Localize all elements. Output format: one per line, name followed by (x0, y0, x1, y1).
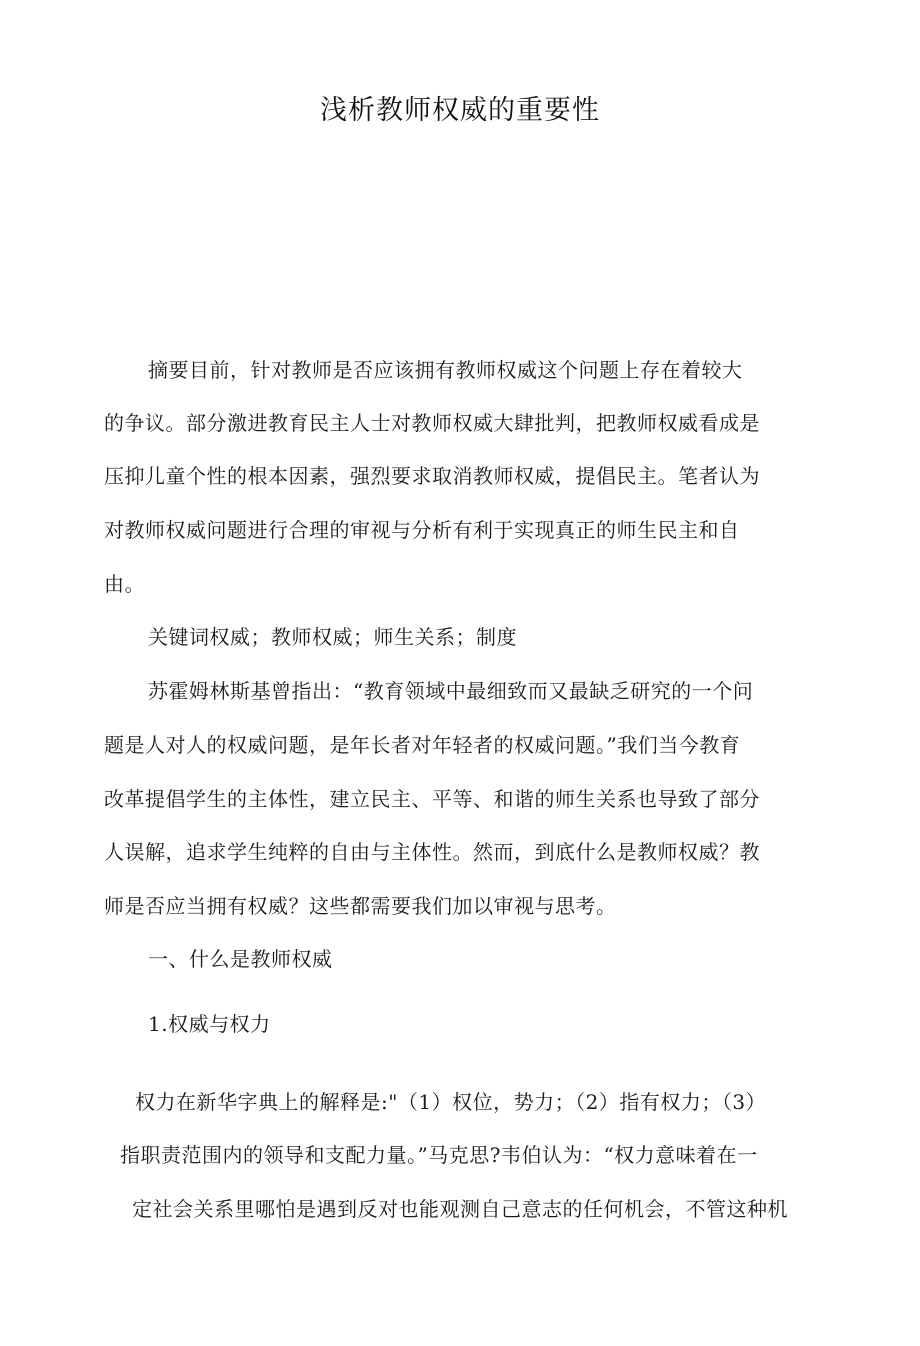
intro-line: 苏霍姆林斯基曾指出：“教育领域中最细致而又最缺乏研究的一个问 (148, 679, 754, 703)
abstract-line: 压抑儿童个性的根本因素，强烈要求取消教师权威，提倡民主。笔者认为 (104, 464, 760, 488)
intro-line: 改革提倡学生的主体性，建立民主、平等、和谐的师生关系也导致了部分 (104, 787, 760, 811)
abstract-line: 摘要目前，针对教师是否应该拥有教师权威这个问题上存在着较大 (148, 358, 743, 382)
intro-line: 师是否应当拥有权威？这些都需要我们加以审视与思考。 (104, 894, 617, 918)
section-heading: 一、什么是教师权威 (148, 947, 333, 971)
body-line: 指职责范围内的领导和支配力量。”马克思?韦伯认为：“权力意味着在一 (120, 1143, 758, 1167)
keywords-line: 关键词权威；教师权威；师生关系；制度 (148, 625, 517, 649)
page-title: 浅析教师权威的重要性 (320, 95, 600, 126)
body-line: 权力在新华字典上的解释是:"（1）权位，势力；（2）指有权力；（3） (135, 1090, 767, 1114)
intro-line: 人误解，追求学生纯粹的自由与主体性。然而，到底什么是教师权威？教 (104, 840, 760, 864)
intro-line: 题是人对人的权威问题，是年长者对年轻者的权威问题。”我们当今教育 (104, 733, 741, 757)
abstract-line: 由。 (104, 572, 145, 596)
abstract-line: 对教师权威问题进行合理的审视与分析有利于实现真正的师生民主和自 (104, 518, 740, 542)
abstract-line: 的争议。部分激进教育民主人士对教师权威大肆批判，把教师权威看成是 (104, 411, 760, 435)
body-line: 定社会关系里哪怕是遇到反对也能观测自己意志的任何机会，不管这种机 (132, 1197, 788, 1221)
subsection-heading: 1.权威与权力 (148, 1012, 271, 1036)
